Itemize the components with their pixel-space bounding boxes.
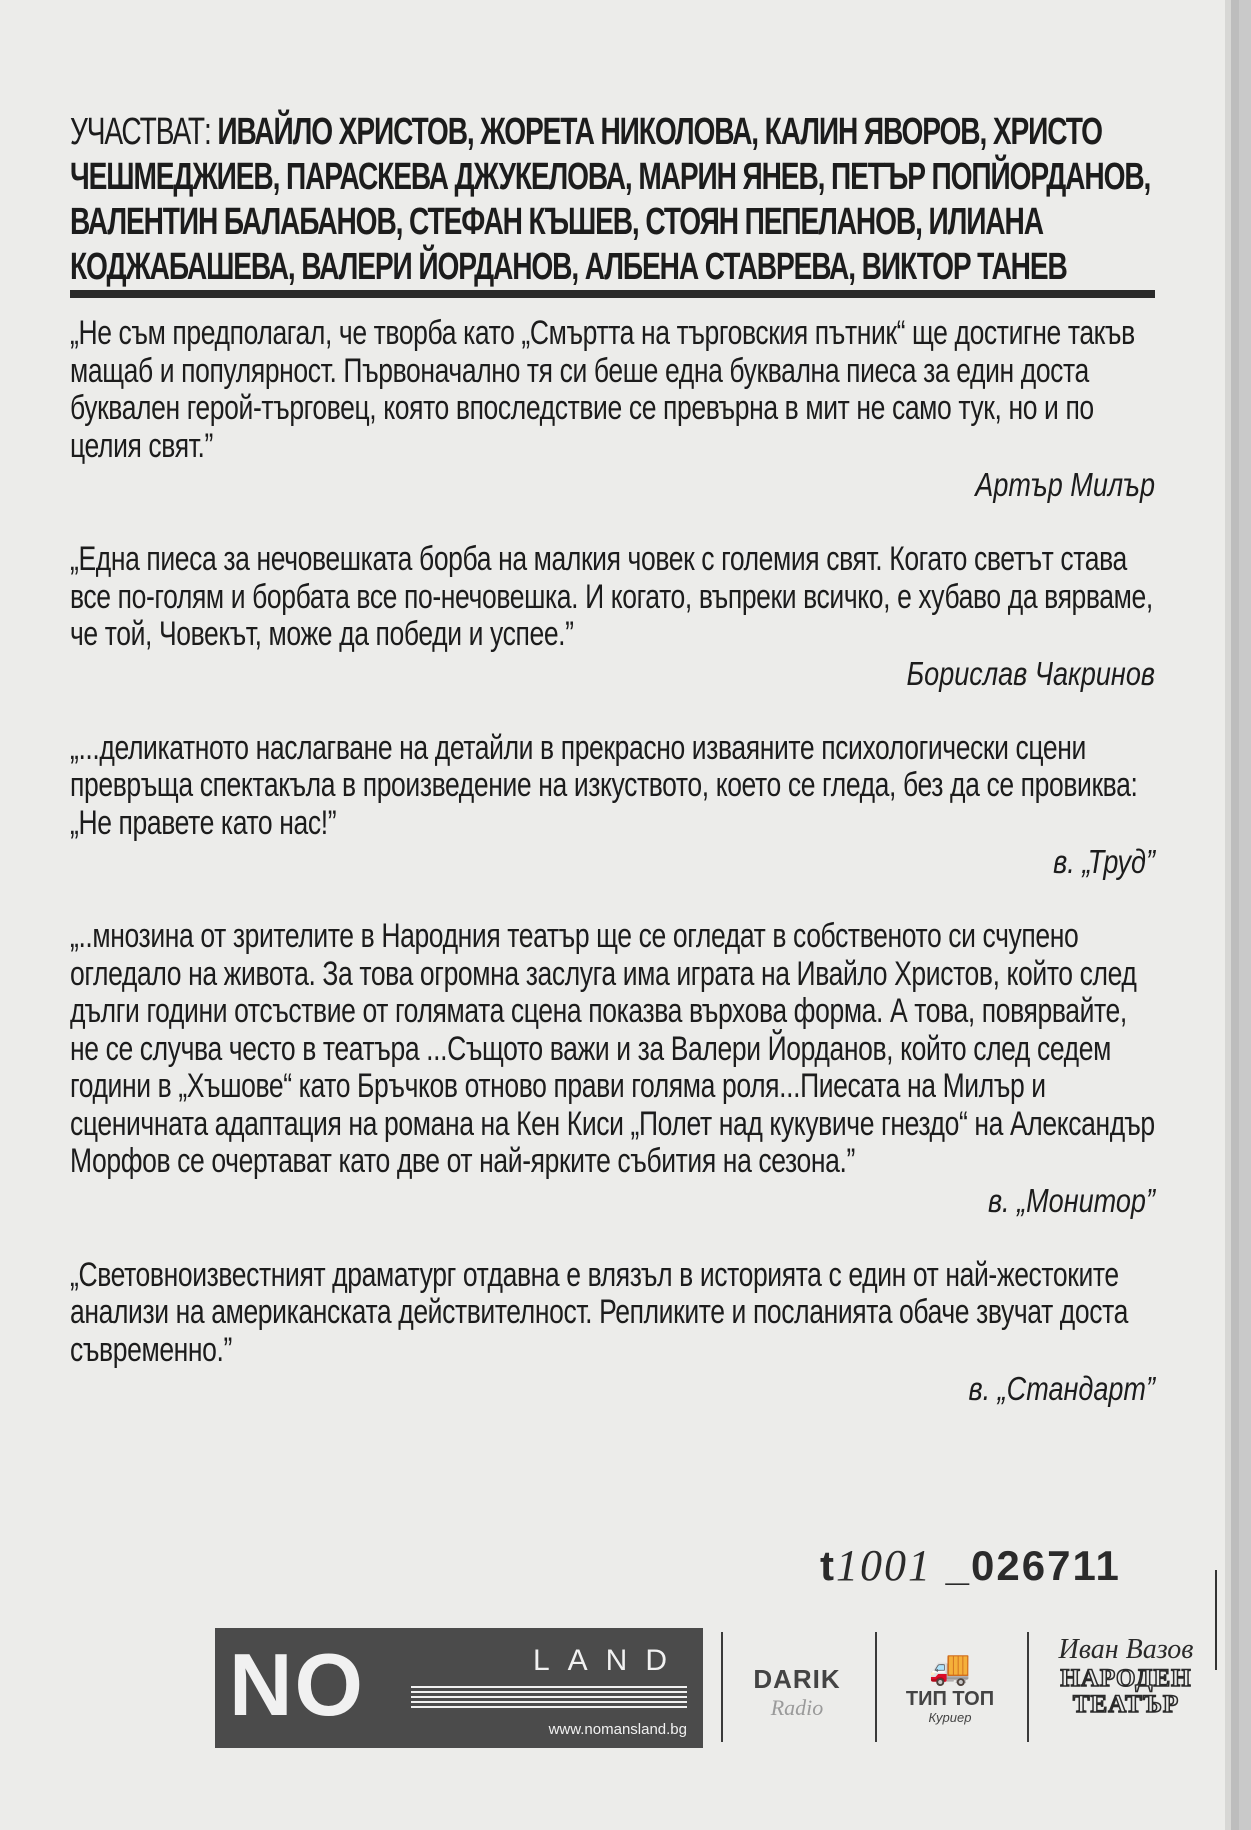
separator: [875, 1632, 877, 1742]
cast-label: УЧАСТВАТ:: [70, 111, 211, 153]
nomansland-url: www.nomansland.bg: [548, 1721, 687, 1738]
quote-author: в. „Монитор”: [987, 1181, 1155, 1219]
tiptop-courier-logo: [885, 1634, 1015, 1725]
quote-author: Борислав Чакринов: [906, 654, 1155, 692]
quote-text: „Не съм предполагал, че творба като „Смъртта на търговския пътник“ ще достигне такъв мащаб и популярност. Първоначално тя си беше една буквална пиеса за един доста буквален герой-търговец, която впоследствие се превърна в мит не само тук, но и по целия свят.”: [70, 314, 1135, 465]
separator: [1027, 1632, 1029, 1742]
theatre-line2: ТЕАТЪР: [1072, 1691, 1180, 1718]
quote-block: [70, 730, 1170, 883]
quote-block: [70, 541, 1170, 694]
quote-author: Артър Милър: [975, 466, 1155, 503]
theatre-line1: НАРОДЕН: [1060, 1665, 1192, 1692]
tiptop-sub: Куриер: [928, 1710, 972, 1725]
stamp-handwritten: 1001: [836, 1541, 932, 1590]
darik-name: DARIK: [753, 1664, 841, 1694]
quote-block: [70, 918, 1170, 1221]
nomansland-logo: [215, 1628, 703, 1748]
content: [70, 110, 1170, 1407]
quote-block: [70, 1257, 1170, 1410]
darik-radio-logo: [731, 1634, 863, 1721]
sponsor-bar: [215, 1628, 1220, 1758]
quote-author: в. „Стандарт”: [968, 1370, 1155, 1407]
stamp-number: _026711: [945, 1542, 1121, 1589]
stamp-prefix: t: [820, 1542, 836, 1589]
quote-text: „Световноизвестният драматург отдавна е влязъл в историята с един от най-жестоките анализи на американската действителност. Репликите и посланията обаче звучат доста съвременно.”: [70, 1255, 1128, 1369]
car-icon: 🚚: [928, 1649, 972, 1687]
quote-text: „Една пиеса за нечовешката борба на малкия човек с големия свят. Когато светът става все по-голям и борбата все по-нечовешка. И когато, въпреки всичко, е хубаво да вярваме, че той, Човекът, може да победи и успее.”: [70, 540, 1153, 653]
quote-text: „...деликатното наслагване на детайли в прекрасно изваяните психологически сцени превръща спектакъла в произведение на изкуството, което се гледа, без да се провиква: „Не правете като нас!”: [70, 728, 1138, 842]
quote-block: [70, 315, 1170, 505]
quotes: [70, 315, 1170, 1445]
theatre-signature: Иван Вазов: [1058, 1634, 1194, 1665]
nomansland-land: LAND: [532, 1644, 685, 1677]
nomansland-no: NO: [229, 1635, 365, 1734]
separator: [721, 1632, 723, 1742]
national-theatre-logo: [1037, 1634, 1215, 1718]
quote-text: „..мнозина от зрителите в Народния театър ще се огледат в собственото си счупено огледало на живота. За това огромна заслуга има играта на Ивайло Христов, който след дълги години отсъствие от голямата сцена показва върхова форма. А това, повярвайте, не се случва често в театъра ...Същото важи и за Валери Йорданов, който след седем години в „Хъшове“ като Бръчков отново прави голяма роля...Пиесата на Милър и сценичната адаптация на романа на Кен Киси „Полет над кукувиче гнездо“ на Александър Морфов се очертават като две от най-ярките събития на сезона.”: [70, 917, 1155, 1180]
darik-sub: Radio: [770, 1695, 824, 1720]
quote-author: в. „Труд”: [1053, 843, 1155, 880]
library-stamp: [820, 1540, 1121, 1591]
nomansland-stripes: [411, 1686, 687, 1708]
cast-list: [70, 110, 1232, 290]
cast-names: ИВАЙЛО ХРИСТОВ, ЖОРЕТА НИКОЛОВА, КАЛИН ЯВОРОВ, ХРИСТО ЧЕШМЕДЖИЕВ, ПАРАСКЕВА ДЖУКЕЛОВА, МАРИН ЯНЕВ, ПЕТЪР ПОПЙОРДАНОВ, ВАЛЕНТИН БАЛАБАНОВ, СТЕФАН КЪШЕВ, СТОЯН ПЕПЕЛАНОВ, ИЛИАНА КОДЖАБАШЕВА, ВАЛЕРИ ЙОРДАНОВ, АЛБЕНА СТАВРЕВА, ВИКТОР ТАНЕВ: [70, 111, 1151, 288]
tiptop-name: ТИП ТОП: [905, 1688, 995, 1710]
divider: [70, 290, 1155, 298]
